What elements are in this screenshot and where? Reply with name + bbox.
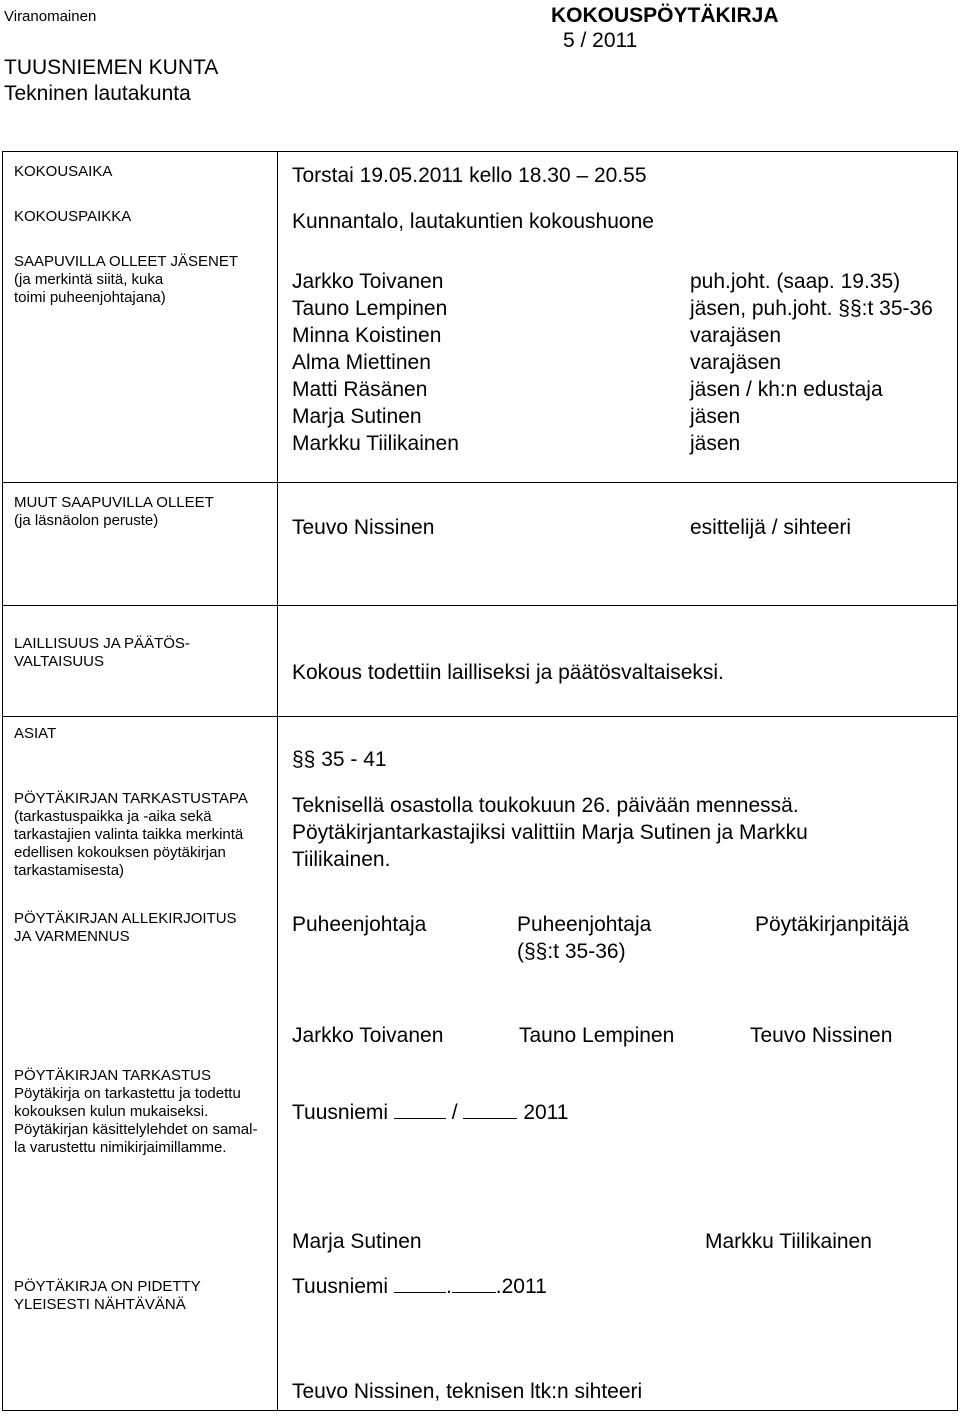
member-role: jäsen bbox=[690, 432, 741, 455]
legality-label: LAILLISUUS JA PÄÄTÖS- VALTAISUUS bbox=[14, 635, 190, 670]
member-name: Alma Miettinen bbox=[292, 351, 431, 374]
board-name: Tekninen lautakunta bbox=[4, 82, 191, 105]
authority-label: Viranomainen bbox=[4, 8, 97, 25]
signature-role-chair-2: Puheenjohtaja (§§:t 35-36) bbox=[517, 913, 652, 963]
members-label: SAAPUVILLA OLLEET JÄSENET (ja merkintä siitä, kuka toimi puheenjohtajana) bbox=[14, 253, 238, 306]
member-name: Jarkko Toivanen bbox=[292, 270, 444, 293]
date-separator: / bbox=[451, 1101, 458, 1124]
member-roles bbox=[690, 268, 933, 457]
inspection-method-text: Teknisellä osastolla toukokuun 26. päivään mennessä. Pöytäkirjantarkastajiksi valittiin Marja Sutinen ja Markku Tiilikainen. bbox=[292, 794, 808, 871]
public-display-signer: Teuvo Nissinen, teknisen ltk:n sihteeri bbox=[292, 1380, 643, 1403]
date-blank bbox=[394, 1100, 446, 1119]
inspection-method-label: PÖYTÄKIRJAN TARKASTUSTAPA (tarkastuspaikka ja -aika sekä tarkastajien valinta taikka merkintä edellisen kokouksen pöytäkirjan tarkastamisesta) bbox=[14, 790, 248, 879]
signature-role-secretary: Pöytäkirjanpitäjä bbox=[755, 913, 910, 936]
member-role: jäsen bbox=[690, 405, 741, 428]
member-name: Minna Koistinen bbox=[292, 324, 442, 347]
others-role: esittelijä / sihteeri bbox=[690, 516, 852, 539]
member-role: jäsen / kh:n edustaja bbox=[690, 378, 883, 401]
verification-date-line bbox=[292, 1099, 568, 1126]
public-display-date-line bbox=[292, 1273, 547, 1300]
signature-name-secretary: Teuvo Nissinen bbox=[750, 1024, 893, 1047]
member-role: varajäsen bbox=[690, 324, 782, 347]
others-name: Teuvo Nissinen bbox=[292, 516, 435, 539]
public-display-place: Tuusniemi bbox=[292, 1275, 389, 1298]
date-blank bbox=[394, 1274, 446, 1293]
signature-name-chair: Jarkko Toivanen bbox=[292, 1024, 444, 1047]
member-names bbox=[292, 268, 459, 457]
meeting-place-label: KOKOUSPAIKKA bbox=[14, 208, 132, 225]
verification-label: PÖYTÄKIRJAN TARKASTUS Pöytäkirja on tarkastettu ja todettu kokouksen kulun mukaiseksi. Pöytäkirjan käsittelylehdet on samal- la varustettu nimikirjaimillamme. bbox=[14, 1067, 258, 1156]
signatures-label: PÖYTÄKIRJAN ALLEKIRJOITUS JA VARMENNUS bbox=[14, 910, 237, 945]
document-type: KOKOUSPÖYTÄKIRJA bbox=[551, 4, 779, 27]
public-display-year: .2011 bbox=[495, 1275, 547, 1298]
signature-name-chair-2: Tauno Lempinen bbox=[519, 1024, 675, 1047]
member-name: Tauno Lempinen bbox=[292, 297, 448, 320]
member-name: Marja Sutinen bbox=[292, 405, 422, 428]
meeting-time-value: Torstai 19.05.2011 kello 18.30 – 20.55 bbox=[292, 164, 647, 187]
member-role: puh.joht. (saap. 19.35) bbox=[690, 270, 901, 293]
document-number: 5 / 2011 bbox=[563, 29, 638, 52]
member-name: Matti Räsänen bbox=[292, 378, 428, 401]
inspector-name-2: Markku Tiilikainen bbox=[705, 1230, 872, 1253]
legality-value: Kokous todettiin lailliseksi ja päätösvaltaiseksi. bbox=[292, 661, 724, 684]
public-display-label: PÖYTÄKIRJA ON PIDETTY YLEISESTI NÄHTÄVÄNÄ bbox=[14, 1278, 201, 1313]
inspector-name-1: Marja Sutinen bbox=[292, 1230, 422, 1253]
member-role: jäsen, puh.joht. §§:t 35-36 bbox=[690, 297, 933, 320]
date-blank bbox=[463, 1100, 517, 1119]
municipality-name: TUUSNIEMEN KUNTA bbox=[4, 56, 219, 79]
others-label: MUUT SAAPUVILLA OLLEET (ja läsnäolon peruste) bbox=[14, 494, 214, 529]
member-name: Markku Tiilikainen bbox=[292, 432, 459, 455]
meeting-place-value: Kunnantalo, lautakuntien kokoushuone bbox=[292, 210, 654, 233]
verification-place: Tuusniemi bbox=[292, 1101, 389, 1124]
date-dot: . bbox=[445, 1275, 452, 1298]
signature-role-chair: Puheenjohtaja bbox=[292, 913, 427, 936]
meeting-time-label: KOKOUSAIKA bbox=[14, 163, 113, 180]
verification-year: 2011 bbox=[523, 1101, 569, 1124]
matters-label: ASIAT bbox=[14, 725, 57, 742]
member-role: varajäsen bbox=[690, 351, 782, 374]
matters-value: §§ 35 - 41 bbox=[292, 748, 387, 771]
date-blank bbox=[452, 1274, 496, 1293]
